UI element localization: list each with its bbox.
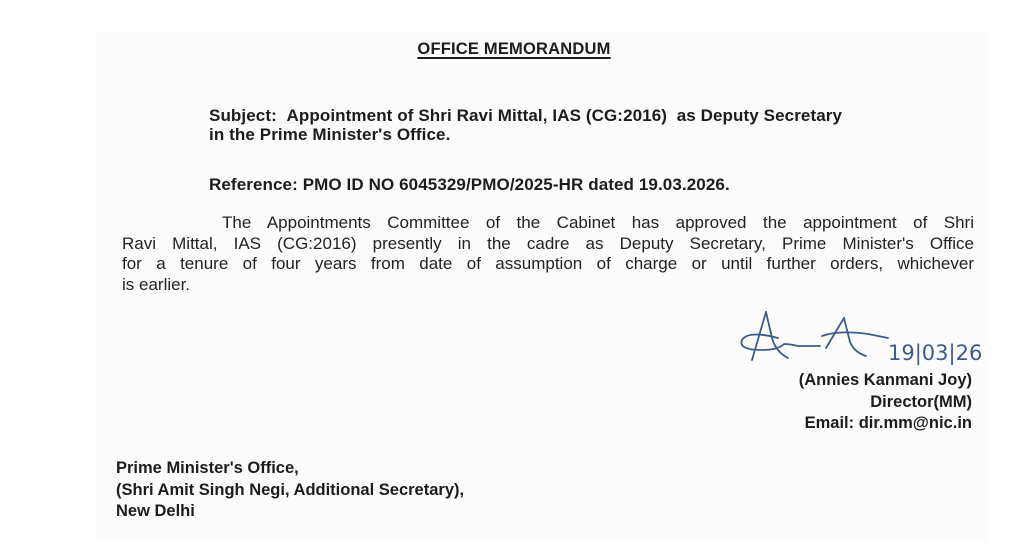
body-line-2: Ravi Mittal, IAS (CG:2016) presently in the cadre as Deputy Secretary, Prime Minister's Office [122,233,974,253]
signatory-name: (Annies Kanmani Joy) [798,371,972,389]
reference-label: Reference: [209,175,298,194]
handwritten-signature-icon [738,308,988,370]
addressee-line-2: (Shri Amit Singh Negi, Additional Secretary), [116,480,465,499]
body-line-3: for a tenure of four years from date of assumption of charge or until further orders, whichever [122,254,974,273]
body-line-4: is earlier. [122,274,191,294]
subject-block [209,106,989,144]
signatory-block [799,370,972,435]
reference-text: PMO ID NO 6045329/PMO/2025-HR dated 19.03.2026. [302,175,730,194]
memo-title-text: OFFICE MEMORANDUM [417,40,611,58]
memo-title [0,40,1024,59]
signature-date [888,341,982,366]
body-paragraph [122,213,974,295]
reference-block [209,175,730,195]
svg-text:19|03|26: 19|03|26 [888,341,983,365]
subject-label: Subject: [209,106,277,125]
body-line-1: The Appointments Committee of the Cabinet has approved the appointment of Shri [222,213,974,232]
addressee-line-1: Prime Minister's Office, [116,459,299,477]
subject-line-1: Appointment of Shri Ravi Mittal, IAS (CG:2016) as Deputy Secretary [286,106,843,125]
signatory-designation: Director(MM) [870,392,972,411]
addressee-block [116,458,464,523]
signatory-email: Email: dir.mm@nic.in [804,414,972,432]
subject-line-2: in the Prime Minister's Office. [209,125,451,144]
addressee-line-3: New Delhi [116,502,195,520]
